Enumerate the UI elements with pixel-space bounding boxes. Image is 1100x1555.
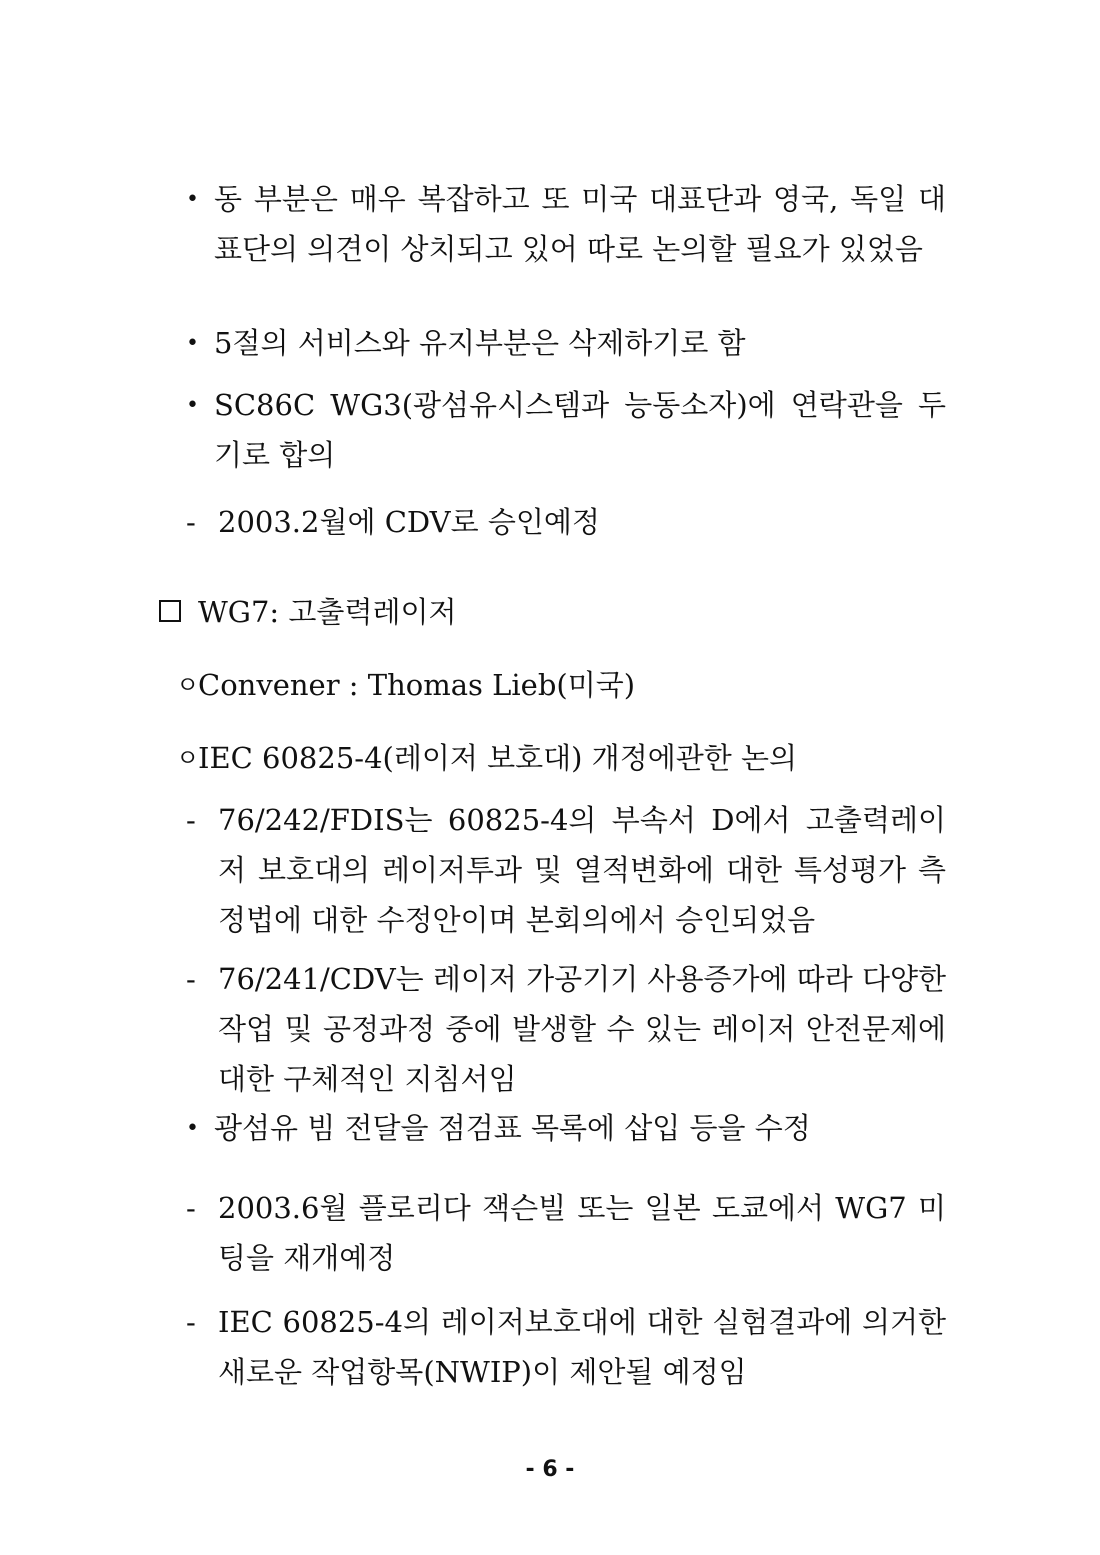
circle-item — [176, 733, 946, 783]
bullet-item — [186, 380, 946, 480]
bullet-marker: • — [186, 1116, 199, 1141]
bullet-item — [186, 318, 946, 368]
dash-marker: - — [186, 803, 196, 837]
bullet-item — [186, 1103, 946, 1153]
section-heading: WG7: 고출력레이저 — [198, 595, 457, 629]
bullet-text: 광섬유 빔 전달을 점검표 목록에 삽입 등을 수정 — [214, 1111, 811, 1145]
bullet-marker: • — [186, 393, 199, 418]
dash-text: 2003.6월 플로리다 잭슨빌 또는 일본 도쿄에서 WG7 미팅을 재개예정 — [218, 1191, 946, 1275]
dash-item — [186, 954, 946, 1104]
bullet-text: 동 부분은 매우 복잡하고 또 미국 대표단과 영국, 독일 대표단의 의견이 상치되고 있어 따로 논의할 필요가 있었음 — [214, 182, 946, 266]
bullet-marker: • — [186, 331, 199, 356]
circle-marker: ㅇ — [176, 744, 200, 772]
circle-item — [176, 660, 946, 710]
dash-item — [186, 497, 946, 547]
bullet-item — [186, 174, 946, 274]
circle-text: IEC 60825-4(레이저 보호대) 개정에관한 논의 — [198, 741, 798, 775]
dash-item — [186, 1297, 946, 1397]
bullet-text: 5절의 서비스와 유지부분은 삭제하기로 함 — [214, 326, 746, 360]
dash-text: 2003.2월에 CDV로 승인예정 — [218, 505, 600, 539]
page-number: - 6 - — [525, 1457, 575, 1482]
dash-item — [186, 1183, 946, 1283]
dash-text: 76/241/CDV는 레이저 가공기기 사용증가에 따라 다양한 작업 및 공정과정 중에 발생할 수 있는 레이저 안전문제에 대한 구체적인 지침서임 — [218, 962, 947, 1096]
dash-marker: - — [186, 1191, 196, 1225]
bullet-marker: • — [186, 187, 199, 212]
circle-marker: ㅇ — [176, 671, 200, 699]
dash-marker: - — [186, 962, 196, 996]
dash-item — [186, 795, 946, 945]
dash-text: 76/242/FDIS는 60825-4의 부속서 D에서 고출력레이저 보호대의 레이저투과 및 열적변화에 대한 특성평가 측정법에 대한 수정안이며 본회의에서 승인되었음 — [218, 803, 946, 937]
bullet-text: SC86C WG3(광섬유시스템과 능동소자)에 연락관을 두기로 합의 — [214, 388, 946, 472]
dash-marker: - — [186, 1305, 196, 1339]
dash-text: IEC 60825-4의 레이저보호대에 대한 실험결과에 의거한 새로운 작업항목(NWIP)이 제안될 예정임 — [218, 1305, 946, 1389]
circle-text: Convener : Thomas Lieb(미국) — [198, 668, 636, 702]
dash-marker: - — [186, 505, 196, 539]
checkbox-square-icon — [159, 600, 181, 622]
